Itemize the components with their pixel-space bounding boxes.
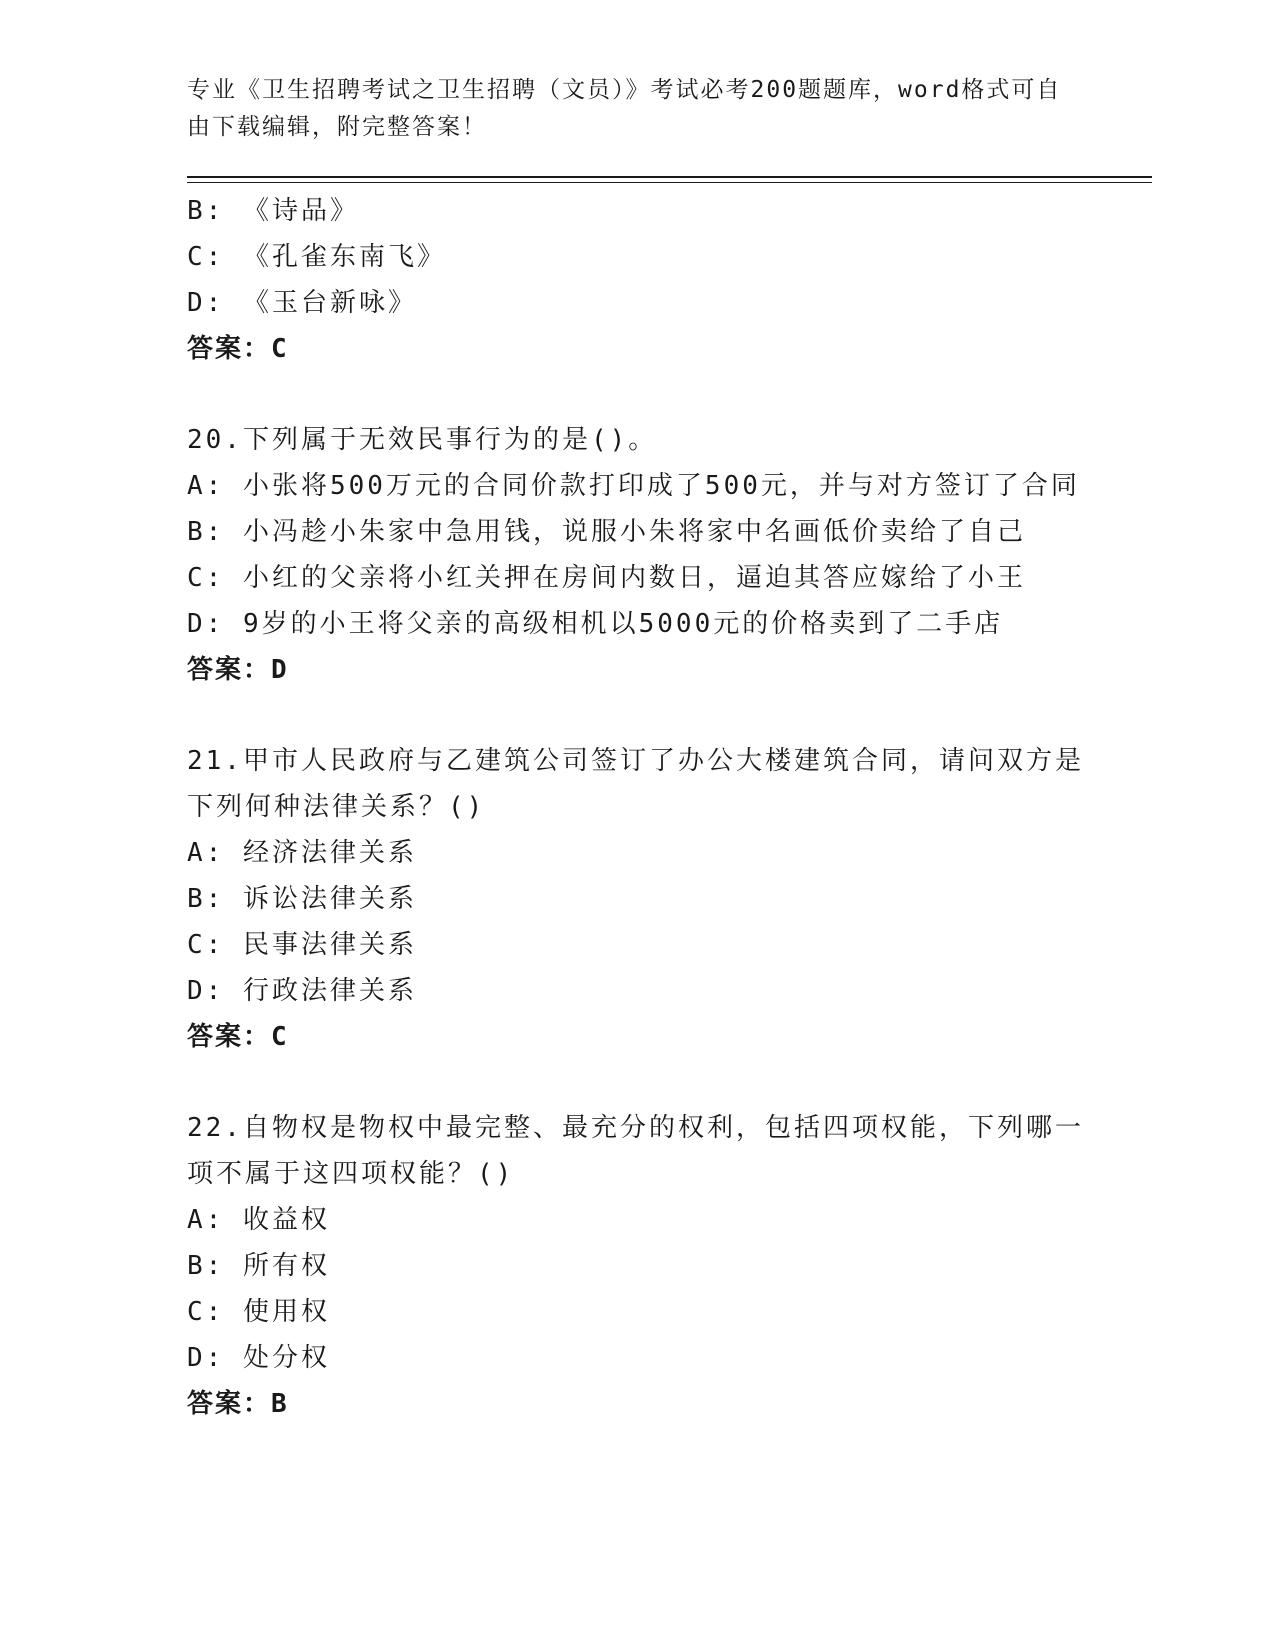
option-c: C: 小红的父亲将小红关押在房间内数日，逼迫其答应嫁给了小王 [187, 563, 1026, 593]
question-22 [187, 1105, 1087, 1427]
option-d: D: 9岁的小王将父亲的高级相机以5000元的价格卖到了二手店 [187, 609, 1004, 639]
question-text: 20.下列属于无效民事行为的是()。 [187, 425, 658, 455]
option-b: B: 《诗品》 [187, 196, 359, 226]
option-d: D: 《玉台新咏》 [187, 288, 417, 318]
question-20 [187, 417, 1087, 693]
question-list [187, 188, 1087, 1427]
option-b: B: 所有权 [187, 1251, 330, 1281]
spacer [187, 693, 1087, 738]
question-text-continued: 下列何种法律关系？() [187, 792, 486, 822]
option-a: A: 小张将500万元的合同价款打印成了500元，并与对方签订了合同 [187, 471, 1080, 501]
option-c: C: 民事法律关系 [187, 930, 417, 960]
question-text-continued: 项不属于这四项权能？() [187, 1159, 515, 1189]
answer-line: 答案：D [187, 655, 289, 685]
question-text: 22.自物权是物权中最完整、最充分的权利，包括四项权能，下列哪一 [187, 1113, 1084, 1143]
option-d: D: 行政法律关系 [187, 976, 417, 1006]
answer-line: 答案：C [187, 334, 289, 364]
document-header [187, 72, 1067, 146]
answer-line: 答案：C [187, 1022, 289, 1052]
option-d: D: 处分权 [187, 1343, 330, 1373]
option-c: C: 使用权 [187, 1297, 330, 1327]
option-c: C: 《孔雀东南飞》 [187, 242, 446, 272]
question-21 [187, 738, 1087, 1060]
spacer [187, 372, 1087, 417]
option-a: A: 经济法律关系 [187, 838, 417, 868]
header-divider-thick [187, 176, 1152, 178]
option-b: B: 小冯趁小朱家中急用钱，说服小朱将家中名画低价卖给了自己 [187, 517, 1026, 547]
option-b: B: 诉讼法律关系 [187, 884, 417, 914]
header-line-2: 由下载编辑，附完整答案！ [187, 114, 487, 140]
question-text: 21.甲市人民政府与乙建筑公司签订了办公大楼建筑合同，请问双方是 [187, 746, 1084, 776]
header-divider-thin [187, 182, 1152, 183]
answer-line: 答案：B [187, 1389, 289, 1419]
option-a: A: 收益权 [187, 1205, 330, 1235]
header-line-1: 专业《卫生招聘考试之卫生招聘（文员）》考试必考200题题库，word格式可自 [187, 77, 1062, 103]
spacer [187, 1060, 1087, 1105]
prev-question-block [187, 188, 1087, 372]
